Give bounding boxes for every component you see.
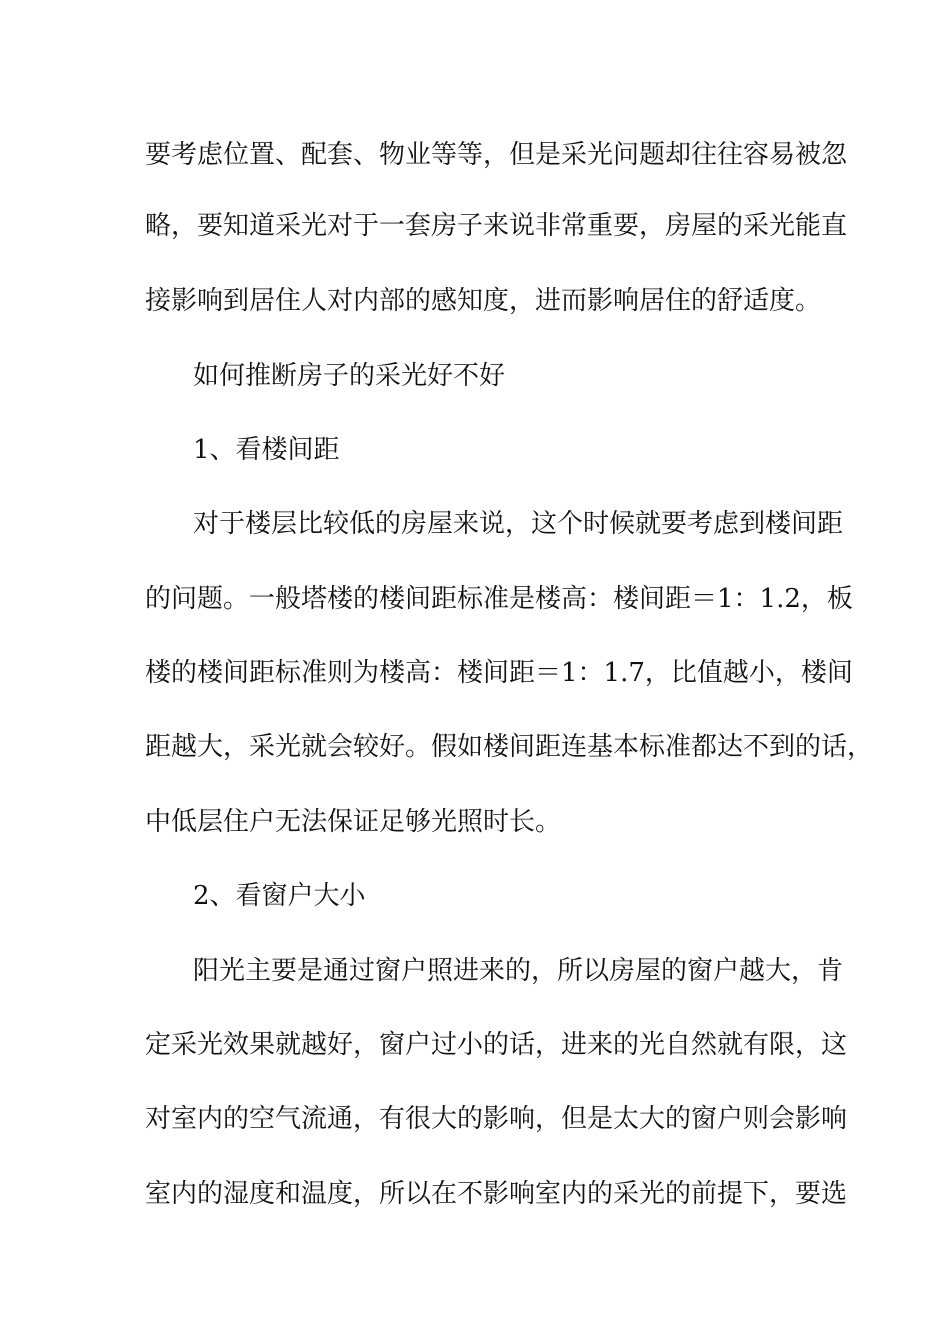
paragraph-line: 阳光主要是通过窗户照进来的，所以房屋的窗户越大，肯 xyxy=(193,956,844,986)
subsection-heading: 2、看窗户大小 xyxy=(193,881,366,911)
paragraph-line: 对于楼层比较低的房屋来说，这个时候就要考虑到楼间距 xyxy=(193,509,844,539)
section-heading: 如何推断房子的采光好不好 xyxy=(193,361,506,391)
paragraph-line: 定采光效果就越好，窗户过小的话，进来的光自然就有限，这 xyxy=(145,1030,848,1060)
paragraph-line: 略，要知道采光对于一套房子来说非常重要，房屋的采光能直 xyxy=(145,211,848,241)
paragraph-line: 中低层住户无法保证足够光照时长。 xyxy=(145,807,562,837)
paragraph-line: 室内的湿度和温度，所以在不影响室内的采光的前提下，要选 xyxy=(145,1179,848,1209)
subsection-heading: 1、看楼间距 xyxy=(193,435,340,465)
paragraph-line: 接影响到居住人对内部的感知度，进而影响居住的舒适度。 xyxy=(145,286,822,316)
paragraph-line: 的问题。一般塔楼的楼间距标准是楼高：楼间距＝1：1.2，板 xyxy=(145,584,853,614)
paragraph-line: 对室内的空气流通，有很大的影响，但是太大的窗户则会影响 xyxy=(145,1104,848,1134)
paragraph-line: 楼的楼间距标准则为楼高：楼间距＝1：1.7，比值越小，楼间 xyxy=(145,658,853,688)
paragraph-line: 距越大，采光就会较好。假如楼间距连基本标准都达不到的话， xyxy=(145,732,874,762)
paragraph-line: 要考虑位置、配套、物业等等，但是采光问题却往往容易被忽 xyxy=(145,140,848,170)
